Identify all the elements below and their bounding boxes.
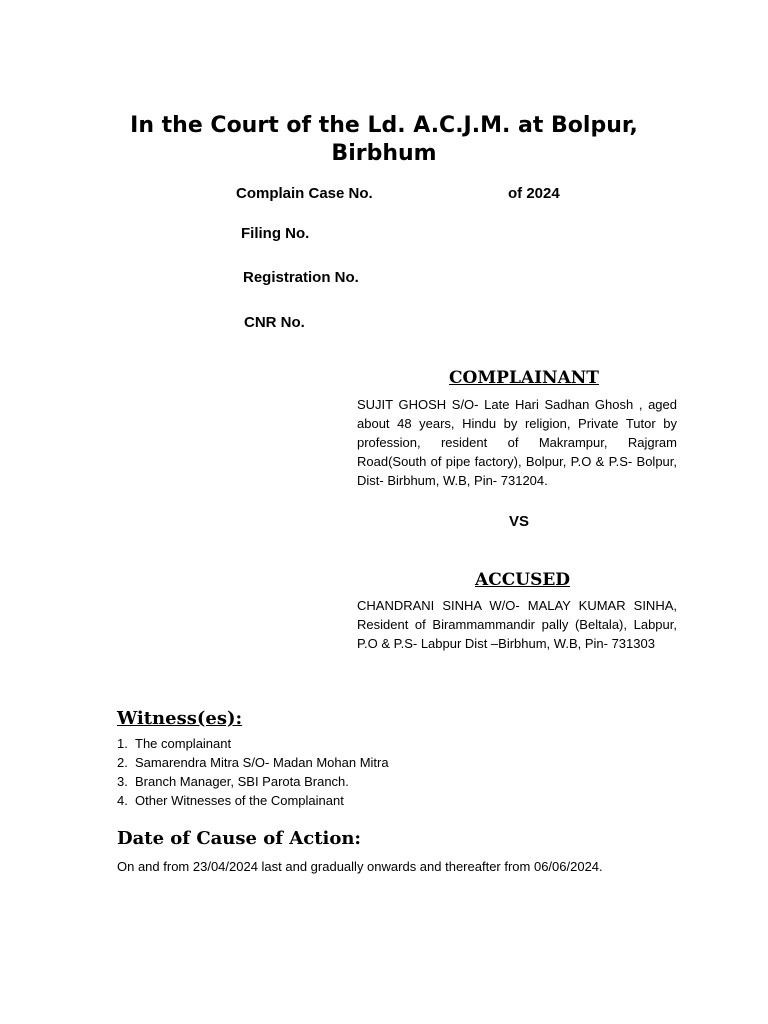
versus-label: VS — [509, 513, 530, 530]
accused-heading: ACCUSED — [475, 570, 571, 590]
witness-text: Samarendra Mitra S/O- Madan Mohan Mitra — [135, 755, 389, 770]
complainant-details: SUJIT GHOSH S/O- Late Hari Sadhan Ghosh , aged about 48 years, Hindu by religion, Private Tutor by profession, resident of Makrampur, Rajgram Road(South of pipe factory), Bolpur, P.O & P.S- Bolpur, Dist- Birbhum, W.B, Pin- 731204. — [357, 397, 677, 488]
witness-number: 1. — [117, 736, 128, 751]
witness-number: 4. — [117, 793, 128, 808]
court-title — [60, 112, 708, 168]
accused-details: CHANDRANI SINHA W/O- MALAY KUMAR SINHA, Resident of Birammammandir pally (Beltala), Labpur, P.O & P.S- Labpur Dist –Birbhum, W.B, Pin- 731303 — [357, 598, 677, 651]
witness-list — [117, 734, 389, 810]
case-year-label: of 2024 — [508, 185, 560, 202]
filing-label: Filing No. — [241, 225, 310, 242]
cause-of-action-text: On and from 23/04/2024 last and gradually onwards and thereafter from 06/06/2024. — [117, 859, 603, 874]
court-title-line1: In the Court of the Ld. A.C.J.M. at Bolpur, — [130, 113, 638, 138]
witness-text: The complainant — [135, 736, 232, 751]
witness-text: Other Witnesses of the Complainant — [135, 793, 344, 808]
list-item — [117, 772, 389, 791]
witness-text: Branch Manager, SBI Parota Branch. — [135, 774, 349, 789]
list-item — [117, 734, 389, 753]
cause-of-action-heading: Date of Cause of Action: — [117, 828, 362, 849]
witness-number: 2. — [117, 755, 128, 770]
registration-label: Registration No. — [243, 269, 359, 286]
complain-case-label: Complain Case No. — [236, 185, 373, 202]
list-item — [117, 791, 389, 810]
complainant-heading: COMPLAINANT — [449, 368, 599, 388]
cnr-label: CNR No. — [244, 314, 305, 331]
witnesses-heading: Witness(es): — [117, 708, 243, 729]
list-item — [117, 753, 389, 772]
witness-number: 3. — [117, 774, 128, 789]
court-title-line2: Birbhum — [331, 141, 437, 166]
